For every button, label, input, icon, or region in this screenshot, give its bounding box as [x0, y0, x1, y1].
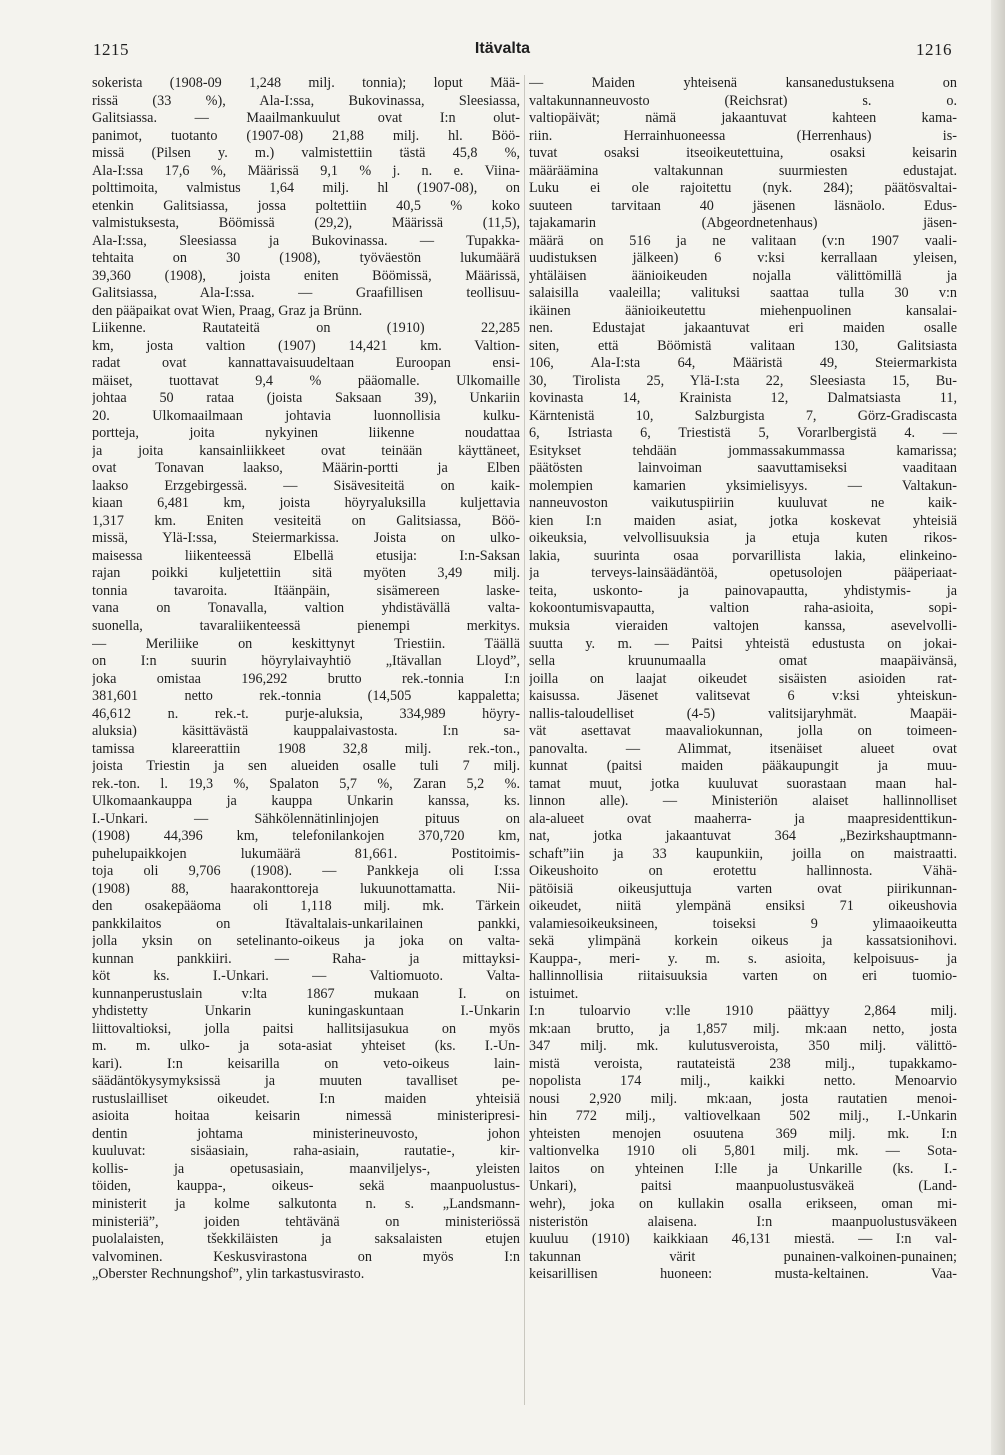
text-line: wehr), joka on kullakin osalla erikseen, oman mi- [529, 1196, 957, 1212]
text-line: määrä on 516 ja ne valitaan (v:n 1907 vaali- [529, 232, 957, 249]
text-line: tamat muut, jotka kuuluvat suorastaan maan hal- [529, 775, 957, 792]
text-line: tehtaita on 30 (1908), työväestön lukumäärä [92, 250, 520, 267]
text-line: „Oberster Rechnungshof”, ylin tarkastusvirasto. [92, 1266, 365, 1283]
text-line: ikäinen äänioikeutettu miehenpuolinen kansalai- [529, 302, 957, 319]
text-line: laitos on yhteinen I:lle ja Unkarille (ks. I.- [529, 1160, 957, 1177]
text-line: pätöisiä oikeusjuttuja varten ovat piirikunnan- [529, 880, 957, 897]
text-line: ala-alueet ovat maaherra- ja maapresidenttikun- [529, 810, 957, 827]
text-line: hin 772 milj., valtiovelkaan 502 milj., I.-Unkarin [529, 1108, 957, 1125]
text-line: rissä (33 %), Ala-I:ssa, Bukovinassa, Sleesiassa, [92, 92, 520, 109]
text-line: yhtäläisen äänioikeuden nojalla välittömillä ja [529, 267, 957, 284]
text-line: nallis-taloudelliset (4-5) valitsijaryhmät. Maapäi- [529, 705, 957, 722]
left-column [92, 75, 520, 1284]
text-line: Liikenne. Rautateitä on (1910) 22,285 [92, 320, 520, 337]
text-line: missä, Ylä-I:ssa, Steiermarkissa. Joista on ulko- [92, 530, 520, 547]
text-line: säädäntökysymyksissä ja muuten tavalliset pe- [92, 1073, 520, 1090]
text-line: nopolista 174 milj., kaikki netto. Menoarvio [529, 1073, 957, 1090]
text-line: 46,612 n. rek.-t. purje-aluksia, 334,989 höyry- [92, 705, 520, 722]
text-line: ministerit ja kolme salkutonta n. s. „Landsmann- [92, 1196, 520, 1212]
text-line: mäiset, tuottavat 9,4 % pääomalle. Ulkomaille [92, 372, 520, 389]
text-line: kari). I:n keisarilla on veto-oikeus lain- [92, 1055, 520, 1072]
text-line: tuvat osaksi itseoikeutettuina, osaksi keisarin [529, 145, 957, 162]
text-line: kokoontumisvapautta, valtion raha-asioita, sopi- [529, 600, 957, 617]
text-line: 1,317 km. Eniten vesiteitä on Galitsiassa, Böö- [92, 512, 520, 529]
page-number-left: 1215 [93, 40, 129, 59]
text-line: istuimet. [529, 985, 579, 1002]
text-line: liittovaltioksi, jolla paitsi hallitsijasukua on myös [92, 1020, 520, 1037]
text-line: keisarillisen huoneen: musta-keltainen. Vaa- [529, 1266, 957, 1283]
text-line: rajan poikki kuljetettiin sitä myöten 3,49 milj. [92, 565, 520, 582]
text-line: den osakepääoma oli 1,118 milj. mk. Tärkein [92, 898, 520, 915]
text-line: nisteristön alaisena. I:n maanpuolustusväkeen [529, 1213, 957, 1230]
text-line: aluksia) käsittävästä kauppalaivastosta. I:n sa- [92, 723, 520, 740]
text-line: den pääpaikat ovat Wien, Praag, Graz ja Brünn. [92, 302, 363, 319]
text-line: asioita hoitaa keisarin nimessä ministeripresi- [92, 1108, 520, 1125]
text-line: Luku ei ole rajoitettu (nyk. 284); päätösvaltai- [529, 180, 957, 197]
text-line: teita, uskonto- ja painovapautta, yhdistymis- ja [529, 582, 957, 599]
text-line: vana on Tonavalla, valtion yhdistävällä valta- [92, 600, 520, 617]
text-line: takunnan värit punainen-valkoinen-punainen; [529, 1248, 957, 1265]
text-line: suonella, tavaraliikenteessä pienempi merkitys. [92, 617, 520, 634]
text-line: valtionvelka 1910 oli 5,801 milj. mk. — Sota- [529, 1143, 957, 1160]
column-divider [524, 75, 525, 1405]
text-line: 106, Ala-I:sta 64, Määristä 49, Steiermarkista [529, 355, 957, 372]
page-header [0, 40, 1005, 70]
text-line: molempien kamarien yksimielisyys. — Valtakun- [529, 477, 957, 494]
text-line: nat, jotka jakaantuvat 364 „Bezirkshauptmann- [529, 828, 957, 845]
text-line: vät asettavat maavaliokunnan, jolla on toimeen- [529, 723, 957, 740]
text-line: ministeriä”, joiden tehtävänä on ministeriössä [92, 1213, 520, 1230]
text-line: Ala-I:ssa, Sleesiassa ja Bukovinassa. — Tupakka- [92, 232, 520, 249]
text-line: nanneuvoston vaikutuspiiriin kuuluvat ne kaik- [529, 495, 957, 512]
text-line: laakso Erzgebirgessä. — Sisävesiteitä on kaik- [92, 477, 520, 494]
text-line: ovat Tonavan laakso, Määrin-portti ja Elben [92, 460, 520, 477]
text-line: linnon alle). — Ministeriön alaiset hallinnolliset [529, 793, 957, 810]
text-line: polttimoita, valmistus 1,64 milj. hl (1907-08), on [92, 180, 520, 197]
text-line: tonnia tavaroita. Itäänpäin, sisämereen laske- [92, 582, 520, 599]
text-line: panimot, tuotanto (1907-08) 21,88 milj. hl. Böö- [92, 127, 520, 144]
text-line: 20. Ulkomaailmaan johtavia luonnollisia kulku- [92, 407, 520, 424]
text-line: puolalaisten, tšekkiläisten ja saksalaisten etujen [92, 1231, 520, 1248]
text-line: muksia vieraiden valtojen kanssa, asevelvolli- [529, 617, 957, 634]
text-line: rustuslailliset oikeudet. I:n maiden yhteisiä [92, 1090, 520, 1107]
text-line: valtakunnanneuvosto (Reichsrat) s. o. [529, 92, 957, 109]
text-line: köt ks. I.-Unkari. — Valtiomuoto. Valta- [92, 968, 520, 985]
text-line: valamiesoikeuksineen, toiseksi 9 ylimaaoikeutta [529, 915, 957, 932]
text-line: mistä veroista, rautateistä 238 milj., tupakkamo- [529, 1055, 957, 1072]
text-line: kuuluvat: sisäasiain, raha-asiain, rautatie-, kir- [92, 1143, 520, 1160]
text-line: — Maiden yhteisenä kansanedustuksena on [529, 75, 957, 91]
text-line: m. m. ulko- ja sota-asiat yhteiset (ks. I.-Un- [92, 1038, 520, 1055]
text-line: puhelupaikkojen lukumäärä 81,661. Postitoimis- [92, 845, 520, 862]
text-line: tamissa klareerattiin 1908 32,8 milj. rek.-ton., [92, 740, 520, 757]
text-line: Unkari), paitsi maanpuolustusväkeä (Land- [529, 1178, 957, 1195]
text-line: (1908) 88, haarakonttoreja lukuunottamatta. Nii- [92, 880, 520, 897]
text-line: kaisussa. Jäsenet valitsevat 6 v:ksi yhteiskun- [529, 688, 957, 705]
text-line: salaisilla vaaleilla; valituksi saattaa tulla 30 v:n [529, 285, 957, 302]
text-line: Esitykset tehdään jommassakummassa kamarissa; [529, 442, 957, 459]
text-line: kollis- ja opetusasiain, maanviljelys-, yleisten [92, 1160, 520, 1177]
text-line: oikeuksia, velvollisuuksia ja etuja kuten rikos- [529, 530, 957, 547]
text-line: ja terveys-lainsäädäntöä, opetusolojen pääperiaat- [529, 565, 957, 582]
text-line: schaft”iin ja 33 kaupunkiin, joilla on maistraatti. [529, 845, 957, 862]
text-line: kuuluu (1910) kaikkiaan 46,131 miestä. — I:n val- [529, 1231, 957, 1248]
book-spine-edge [991, 0, 1005, 1455]
text-line: yhteisten menojen osuutena 369 milj. mk. I:n [529, 1125, 957, 1142]
text-line: sella kruunumaalla omat maapäivänsä, [529, 653, 957, 670]
text-line: radat ovat kannattavaisuudeltaan Euroopan ensi- [92, 355, 520, 372]
text-line: maisessa liikenteessä Elbellä etusija: I:n-Saksan [92, 547, 520, 564]
text-line: Kärntenistä 10, Salzburgista 7, Görz-Gradiscasta [529, 407, 957, 424]
text-line: (1908) 44,396 km, telefonilankojen 370,720 km, [92, 828, 520, 845]
text-line: I:n tuloarvio v:lle 1910 päättyy 2,864 milj. [529, 1003, 957, 1020]
text-line: kiaan 6,481 km, joista höyryaluksilla kuljettavia [92, 495, 520, 512]
text-line: missä (Pilsen y. m.) valmistettiin tästä 45,8 %, [92, 145, 520, 162]
text-line: 347 milj. mk. kulutusveroista, 350 milj. välittö- [529, 1038, 957, 1055]
text-line: nen. Edustajat jakaantuvat eri maiden osalle [529, 320, 957, 337]
text-line: 6, Istriasta 6, Triestistä 5, Vorarlbergistä 4. — [529, 425, 957, 442]
text-line: I.-Unkari. — Sähkölennätinlinjojen pituus on [92, 810, 520, 827]
text-line: portteja, joita nykyinen liikenne noudattaa [92, 425, 520, 442]
text-line: joista Triestin ja sen alueiden osalle tuli 7 milj. [92, 758, 520, 775]
text-line: yhdistetty Unkarin kuningaskuntaan I.-Unkarin [92, 1003, 520, 1020]
page-number-right: 1216 [916, 40, 952, 59]
text-line: sekä ylimpänä korkein oikeus ja kassatsionihovi. [529, 933, 957, 950]
text-line: valmistuksesta, Böömissä (29,2), Määrissä (11,5), [92, 215, 520, 232]
text-line: hallinnollisia riitaisuuksia varten on eri tuomio- [529, 968, 957, 985]
text-line: Galitsiassa, Ala-I:ssa. — Graafillisen teollisuu- [92, 285, 520, 302]
text-line: sokerista (1908-09 1,248 milj. tonnia); loput Mää- [92, 75, 520, 91]
text-line: Ala-I:ssa 17,6 %, Määrissä 9,1 % j. n. e. Viina- [92, 162, 520, 179]
text-line: kunnanperustuslain v:lta 1867 mukaan I. on [92, 985, 520, 1002]
text-line: Galitsiassa. — Maailmankuulut ovat I:n olut- [92, 110, 520, 127]
text-line: etenkin Galitsiassa, jossa poltettiin 40,5 % koko [92, 197, 520, 214]
text-line: valtiopäivät; nämä jakaantuvat kahteen kama- [529, 110, 957, 127]
text-line: 39,360 (1908), joista eniten Böömissä, Määrissä, [92, 267, 520, 284]
text-line: suutta y. m. — Paitsi yhteistä edustusta on jokai- [529, 635, 957, 652]
running-title: Itävalta [474, 40, 531, 57]
text-line: suuteen tarvitaan 40 jäsenen läsnäolo. Edus- [529, 197, 957, 214]
text-line: töiden, kauppa-, oikeus- sekä maanpuolustus- [92, 1178, 520, 1195]
text-line: toja oli 9,706 (1908). — Pankkeja oli I:ssa [92, 863, 520, 880]
text-line: ja joita kansainliikkeet ovat teinään käyttäneet, [92, 442, 520, 459]
text-line: panovalta. — Alimmat, itsenäiset alueet ovat [529, 740, 957, 757]
text-line: km, josta valtion (1907) 14,421 km. Valtion- [92, 337, 520, 354]
text-line: päätösten lainvoiman saavuttamiseksi vaaditaan [529, 460, 957, 477]
text-line: nousi 2,920 milj. mk:aan, josta rautatien menoi- [529, 1090, 957, 1107]
text-line: kunnat (paitsi maiden pääkaupungit ja muu- [529, 758, 957, 775]
text-line: rek.-ton. l. 19,3 %, Spalaton 5,7 %, Zaran 5,2 %. [92, 775, 520, 792]
text-line: tajakamarin (Abgeordnetenhaus) jäsen- [529, 215, 957, 232]
text-line: joka omistaa 196,292 brutto rek.-tonnia I:n [92, 670, 520, 687]
text-line: uudistuksen jälkeen) 6 v:ksi kerrallaan yleisen, [529, 250, 957, 267]
text-line: 30, Tirolista 25, Ylä-I:sta 22, Sleesiasta 15, Bu- [529, 372, 957, 389]
text-line: dentin johtama ministerineuvosto, johon [92, 1125, 520, 1142]
text-line: joilla on laajat oikeudet sisäisten asioiden rat- [529, 670, 957, 687]
text-line: — Meriliike on keskittynyt Triestiin. Täällä [92, 635, 520, 652]
text-line: lakia, suurinta osaa porvarillista lakia, elinkeino- [529, 547, 957, 564]
text-line: siten, että Böömistä valitaan 130, Galitsiasta [529, 337, 957, 354]
text-line: mk:aan brutto, ja 1,857 milj. mk:aan netto, josta [529, 1020, 957, 1037]
text-line: valvominen. Keskusvirastona on myös I:n [92, 1248, 520, 1265]
text-line: pankkilaitos on Itävaltalais-unkarilainen pankki, [92, 915, 520, 932]
right-column [529, 75, 957, 1284]
text-line: oikeudet, niitä ylempänä ensiksi 71 oikeushovia [529, 898, 957, 915]
text-line: riin. Herrainhuoneessa (Herrenhaus) is- [529, 127, 957, 144]
text-line: kovinasta 14, Krainista 12, Dalmatsiasta 11, [529, 390, 957, 407]
text-line: Ulkomaankauppa ja kauppa Unkarin kanssa, ks. [92, 793, 520, 810]
text-line: kunnan pankkiiri. — Raha- ja mittayksi- [92, 950, 520, 967]
text-line: Kauppa-, meri- y. m. s. asioita, kelpoisuus- ja [529, 950, 957, 967]
text-line: Oikeushoito on erotettu hallinnosta. Vähä- [529, 863, 957, 880]
text-line: määräämina valtakunnan suurmiesten edustajat. [529, 162, 957, 179]
text-line: kien I:n maiden asiat, jotka koskevat yhteisiä [529, 512, 957, 529]
text-line: jolla yksin on setelinanto-oikeus ja joka on valta- [92, 933, 520, 950]
text-line: on I:n suurin höyrylaivayhtiö „Itävallan Lloyd”, [92, 653, 520, 670]
text-line: johtaa 50 rataa (joista Saksaan 39), Unkariin [92, 390, 520, 407]
text-line: 381,601 netto rek.-tonnia (14,505 kappaletta; [92, 688, 520, 705]
